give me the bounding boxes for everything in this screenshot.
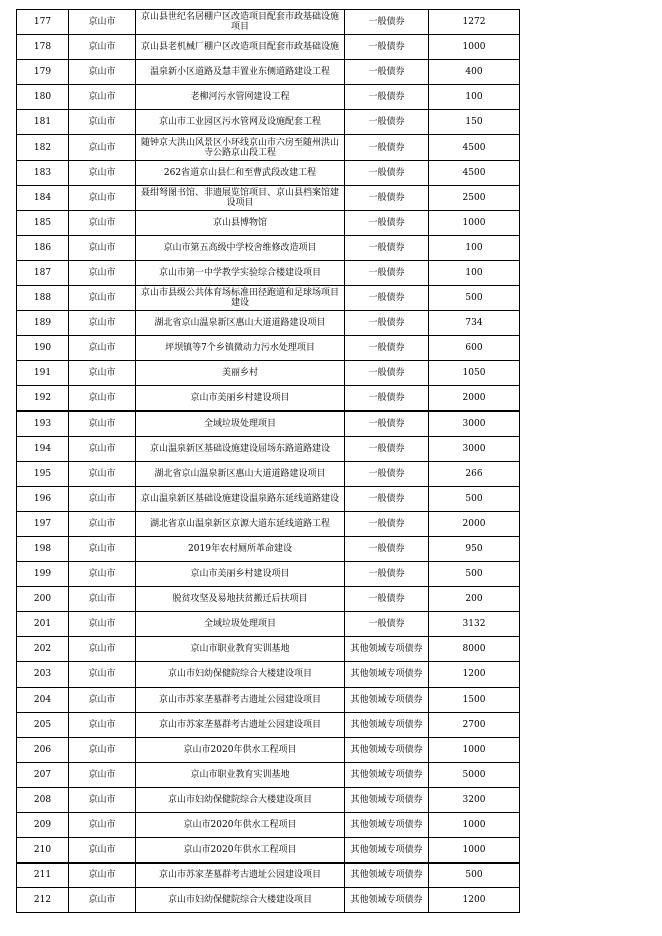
bond-type-cell: 其他领域专项债券	[345, 712, 429, 737]
project-name-cell: 京山县老机械厂棚户区改造项目配套市政基础设施	[136, 35, 345, 60]
city-cell: 京山市	[69, 662, 136, 687]
table-row	[17, 637, 520, 662]
table-row	[17, 536, 520, 561]
row-number-cell: 188	[17, 286, 69, 311]
project-name-cell: 湖北省京山温泉新区惠山大道道路建设项目	[136, 461, 345, 486]
city-cell: 京山市	[69, 35, 136, 60]
row-number-cell: 179	[17, 60, 69, 85]
amount-cell: 500	[429, 486, 520, 511]
bond-type-cell: 一般债券	[345, 135, 429, 160]
amount-cell: 3000	[429, 436, 520, 461]
table-row	[17, 587, 520, 612]
table-row	[17, 863, 520, 888]
city-cell: 京山市	[69, 286, 136, 311]
table-row	[17, 787, 520, 812]
row-number-cell: 200	[17, 587, 69, 612]
project-name-cell: 脱贫攻坚及易地扶贫搬迁后扶项目	[136, 587, 345, 612]
city-cell: 京山市	[69, 160, 136, 185]
amount-cell: 4500	[429, 160, 520, 185]
amount-cell: 1200	[429, 888, 520, 913]
row-number-cell: 178	[17, 35, 69, 60]
city-cell: 京山市	[69, 10, 136, 35]
amount-cell: 1272	[429, 10, 520, 35]
table-row	[17, 737, 520, 762]
bond-type-cell: 一般债券	[345, 85, 429, 110]
city-cell: 京山市	[69, 863, 136, 888]
table-row	[17, 336, 520, 361]
city-cell: 京山市	[69, 888, 136, 913]
project-name-cell: 湖北省京山温泉新区惠山大道道路建设项目	[136, 311, 345, 336]
amount-cell: 400	[429, 60, 520, 85]
bond-type-cell: 一般债券	[345, 10, 429, 35]
project-name-cell: 京山市职业教育实训基地	[136, 762, 345, 787]
project-name-cell: 老柳河污水管网建设工程	[136, 85, 345, 110]
project-name-cell: 京山市苏家垄墓群考古遗址公园建设项目	[136, 712, 345, 737]
table-row	[17, 386, 520, 411]
bond-type-cell: 其他领域专项债券	[345, 637, 429, 662]
project-name-cell: 湖北省京山温泉新区京源大道东延线道路工程	[136, 511, 345, 536]
bond-type-cell: 一般债券	[345, 587, 429, 612]
row-number-cell: 202	[17, 637, 69, 662]
table-row	[17, 260, 520, 285]
row-number-cell: 191	[17, 361, 69, 386]
table-row	[17, 311, 520, 336]
table-row	[17, 436, 520, 461]
amount-cell: 2700	[429, 712, 520, 737]
bond-type-cell: 其他领域专项债券	[345, 687, 429, 712]
row-number-cell: 194	[17, 436, 69, 461]
bond-type-cell: 一般债券	[345, 386, 429, 411]
bond-type-cell: 其他领域专项债券	[345, 863, 429, 888]
row-number-cell: 187	[17, 260, 69, 285]
city-cell: 京山市	[69, 386, 136, 411]
project-name-cell: 京山市县级公共体育场标准田径跑道和足球场项目建设	[136, 286, 345, 311]
city-cell: 京山市	[69, 562, 136, 587]
table-row	[17, 110, 520, 135]
row-number-cell: 181	[17, 110, 69, 135]
project-name-cell: 京山市2020年供水工程项目	[136, 737, 345, 762]
project-name-cell: 美丽乡村	[136, 361, 345, 386]
city-cell: 京山市	[69, 712, 136, 737]
row-number-cell: 183	[17, 160, 69, 185]
table-row	[17, 160, 520, 185]
amount-cell: 1000	[429, 813, 520, 838]
amount-cell: 1000	[429, 35, 520, 60]
table-row	[17, 185, 520, 210]
bond-type-cell: 一般债券	[345, 486, 429, 511]
amount-cell: 1000	[429, 737, 520, 762]
project-name-cell: 温泉新小区道路及慧丰置业东侧道路建设工程	[136, 60, 345, 85]
amount-cell: 100	[429, 85, 520, 110]
project-name-cell: 京山市苏家垄墓群考古遗址公园建设项目	[136, 863, 345, 888]
table-row	[17, 135, 520, 160]
table-row	[17, 60, 520, 85]
city-cell: 京山市	[69, 361, 136, 386]
bond-type-cell: 一般债券	[345, 185, 429, 210]
bond-type-cell: 其他领域专项债券	[345, 888, 429, 913]
city-cell: 京山市	[69, 85, 136, 110]
city-cell: 京山市	[69, 411, 136, 436]
amount-cell: 500	[429, 562, 520, 587]
row-number-cell: 210	[17, 838, 69, 863]
bond-type-cell: 一般债券	[345, 562, 429, 587]
table-row	[17, 235, 520, 260]
row-number-cell: 205	[17, 712, 69, 737]
amount-cell: 8000	[429, 637, 520, 662]
row-number-cell: 182	[17, 135, 69, 160]
amount-cell: 1000	[429, 210, 520, 235]
amount-cell: 2500	[429, 185, 520, 210]
city-cell: 京山市	[69, 311, 136, 336]
bond-type-cell: 其他领域专项债券	[345, 838, 429, 863]
amount-cell: 100	[429, 260, 520, 285]
project-name-cell: 京山县博物馆	[136, 210, 345, 235]
city-cell: 京山市	[69, 536, 136, 561]
city-cell: 京山市	[69, 235, 136, 260]
amount-cell: 4500	[429, 135, 520, 160]
table-row	[17, 838, 520, 863]
bond-type-cell: 一般债券	[345, 612, 429, 637]
row-number-cell: 206	[17, 737, 69, 762]
bond-type-cell: 一般债券	[345, 235, 429, 260]
row-number-cell: 184	[17, 185, 69, 210]
amount-cell: 2000	[429, 386, 520, 411]
city-cell: 京山市	[69, 185, 136, 210]
row-number-cell: 198	[17, 536, 69, 561]
bond-type-cell: 一般债券	[345, 336, 429, 361]
amount-cell: 1500	[429, 687, 520, 712]
project-name-cell: 京山市妇幼保健院综合大楼建设项目	[136, 787, 345, 812]
bond-type-cell: 其他领域专项债券	[345, 813, 429, 838]
amount-cell: 266	[429, 461, 520, 486]
bond-type-cell: 一般债券	[345, 436, 429, 461]
project-name-cell: 聂绀弩图书馆、非遗展览馆项目、京山县档案馆建设项目	[136, 185, 345, 210]
table-row	[17, 813, 520, 838]
table-row	[17, 361, 520, 386]
city-cell: 京山市	[69, 787, 136, 812]
table-row	[17, 662, 520, 687]
row-number-cell: 203	[17, 662, 69, 687]
amount-cell: 5000	[429, 762, 520, 787]
city-cell: 京山市	[69, 486, 136, 511]
table-row	[17, 411, 520, 436]
amount-cell: 1000	[429, 838, 520, 863]
project-name-cell: 京山市妇幼保健院综合大楼建设项目	[136, 662, 345, 687]
amount-cell: 1200	[429, 662, 520, 687]
table-row	[17, 35, 520, 60]
project-name-cell: 京山县世纪名居棚户区改造项目配套市政基础设施项目	[136, 10, 345, 35]
bond-type-cell: 一般债券	[345, 411, 429, 436]
city-cell: 京山市	[69, 813, 136, 838]
row-number-cell: 211	[17, 863, 69, 888]
bond-type-cell: 一般债券	[345, 311, 429, 336]
row-number-cell: 185	[17, 210, 69, 235]
project-name-cell: 京山市美丽乡村建设项目	[136, 386, 345, 411]
table-row	[17, 10, 520, 35]
project-name-cell: 京山市妇幼保健院综合大楼建设项目	[136, 888, 345, 913]
table-body	[17, 10, 520, 913]
amount-cell: 150	[429, 110, 520, 135]
table-row	[17, 612, 520, 637]
amount-cell: 3000	[429, 411, 520, 436]
row-number-cell: 192	[17, 386, 69, 411]
amount-cell: 950	[429, 536, 520, 561]
bond-type-cell: 一般债券	[345, 210, 429, 235]
city-cell: 京山市	[69, 737, 136, 762]
bond-type-cell: 一般债券	[345, 160, 429, 185]
amount-cell: 1050	[429, 361, 520, 386]
amount-cell: 100	[429, 235, 520, 260]
table-row	[17, 286, 520, 311]
table-row	[17, 85, 520, 110]
city-cell: 京山市	[69, 511, 136, 536]
bond-type-cell: 一般债券	[345, 286, 429, 311]
city-cell: 京山市	[69, 60, 136, 85]
bond-type-cell: 一般债券	[345, 461, 429, 486]
table-row	[17, 486, 520, 511]
bond-type-cell: 一般债券	[345, 260, 429, 285]
city-cell: 京山市	[69, 336, 136, 361]
row-number-cell: 212	[17, 888, 69, 913]
row-number-cell: 199	[17, 562, 69, 587]
bond-type-cell: 其他领域专项债券	[345, 662, 429, 687]
city-cell: 京山市	[69, 687, 136, 712]
row-number-cell: 201	[17, 612, 69, 637]
city-cell: 京山市	[69, 110, 136, 135]
project-name-cell: 京山市职业教育实训基地	[136, 637, 345, 662]
city-cell: 京山市	[69, 637, 136, 662]
city-cell: 京山市	[69, 210, 136, 235]
amount-cell: 2000	[429, 511, 520, 536]
project-name-cell: 全域垃圾处理项目	[136, 411, 345, 436]
city-cell: 京山市	[69, 260, 136, 285]
bond-type-cell: 一般债券	[345, 35, 429, 60]
amount-cell: 3200	[429, 787, 520, 812]
city-cell: 京山市	[69, 436, 136, 461]
table-row	[17, 888, 520, 913]
project-name-cell: 京山市2020年供水工程项目	[136, 838, 345, 863]
project-name-cell: 京山市苏家垄墓群考古遗址公园建设项目	[136, 687, 345, 712]
row-number-cell: 177	[17, 10, 69, 35]
row-number-cell: 196	[17, 486, 69, 511]
amount-cell: 734	[429, 311, 520, 336]
city-cell: 京山市	[69, 762, 136, 787]
project-name-cell: 京山温泉新区基础设施建设温泉路东延线道路建设	[136, 486, 345, 511]
project-name-cell: 京山市第五高级中学校舍维修改造项目	[136, 235, 345, 260]
row-number-cell: 208	[17, 787, 69, 812]
project-table	[16, 9, 520, 913]
project-name-cell: 全域垃圾处理项目	[136, 612, 345, 637]
row-number-cell: 186	[17, 235, 69, 260]
row-number-cell: 190	[17, 336, 69, 361]
row-number-cell: 189	[17, 311, 69, 336]
project-name-cell: 京山市第一中学教学实验综合楼建设项目	[136, 260, 345, 285]
bond-type-cell: 其他领域专项债券	[345, 787, 429, 812]
table-row	[17, 687, 520, 712]
row-number-cell: 197	[17, 511, 69, 536]
project-name-cell: 京山市工业园区污水管网及设施配套工程	[136, 110, 345, 135]
city-cell: 京山市	[69, 461, 136, 486]
row-number-cell: 209	[17, 813, 69, 838]
row-number-cell: 180	[17, 85, 69, 110]
table-row	[17, 210, 520, 235]
city-cell: 京山市	[69, 612, 136, 637]
table-row	[17, 762, 520, 787]
amount-cell: 3132	[429, 612, 520, 637]
table-row	[17, 562, 520, 587]
bond-type-cell: 一般债券	[345, 60, 429, 85]
project-name-cell: 262省道京山县仁和至曹武段改建工程	[136, 160, 345, 185]
city-cell: 京山市	[69, 135, 136, 160]
project-name-cell: 京山温泉新区基础设施建设屈场东路道路建设	[136, 436, 345, 461]
bond-type-cell: 其他领域专项债券	[345, 737, 429, 762]
project-name-cell: 京山市美丽乡村建设项目	[136, 562, 345, 587]
table-row	[17, 511, 520, 536]
row-number-cell: 195	[17, 461, 69, 486]
row-number-cell: 207	[17, 762, 69, 787]
row-number-cell: 193	[17, 411, 69, 436]
bond-type-cell: 一般债券	[345, 511, 429, 536]
amount-cell: 200	[429, 587, 520, 612]
amount-cell: 500	[429, 286, 520, 311]
city-cell: 京山市	[69, 838, 136, 863]
project-name-cell: 坪坝镇等7个乡镇微动力污水处理项目	[136, 336, 345, 361]
row-number-cell: 204	[17, 687, 69, 712]
bond-type-cell: 一般债券	[345, 361, 429, 386]
project-name-cell: 2019年农村厕所革命建设	[136, 536, 345, 561]
bond-type-cell: 其他领域专项债券	[345, 762, 429, 787]
table-row	[17, 712, 520, 737]
bond-type-cell: 一般债券	[345, 110, 429, 135]
city-cell: 京山市	[69, 587, 136, 612]
bond-project-table	[16, 9, 519, 913]
table-row	[17, 461, 520, 486]
amount-cell: 500	[429, 863, 520, 888]
project-name-cell: 京山市2020年供水工程项目	[136, 813, 345, 838]
amount-cell: 600	[429, 336, 520, 361]
bond-type-cell: 一般债券	[345, 536, 429, 561]
project-name-cell: 随钟京大洪山风景区小环线京山市六房至随州洪山寺公路京山段工程	[136, 135, 345, 160]
